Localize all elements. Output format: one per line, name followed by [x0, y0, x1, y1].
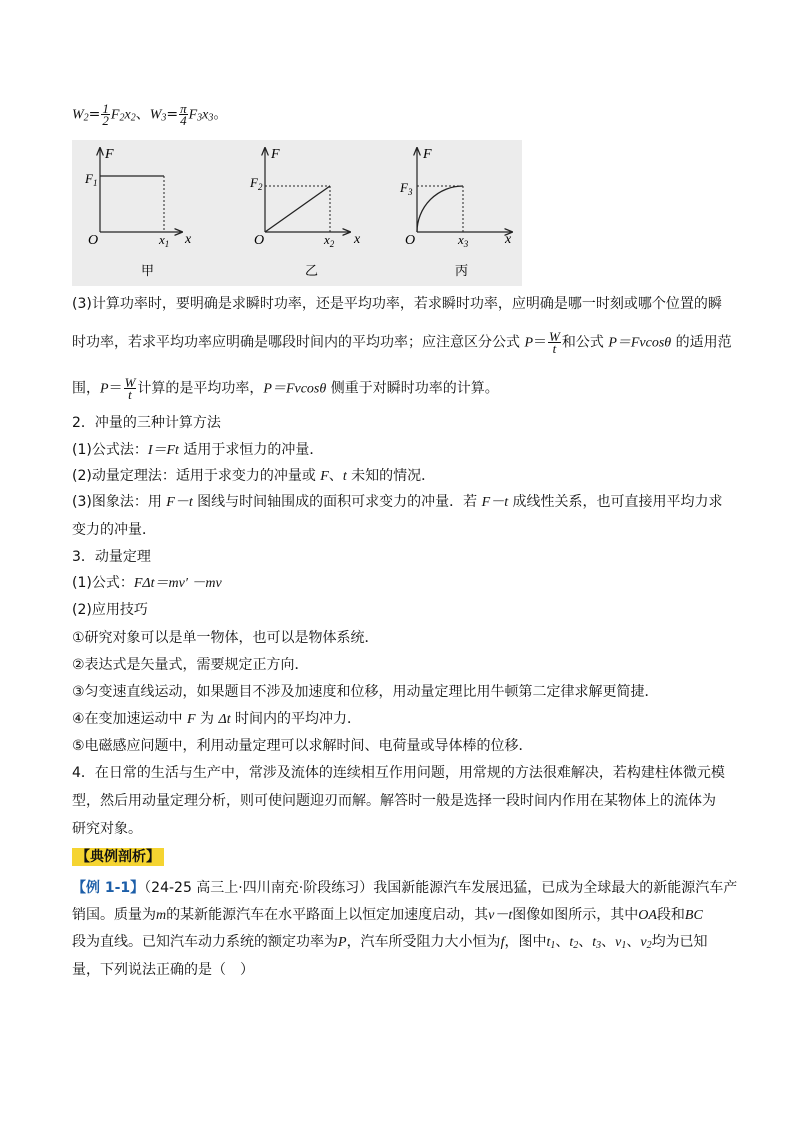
example-line3: 段为直线。已知汽车动力系统的额定功率为P，汽车所受阻力大小恒为f，图中$t_1$、$t_2$、$t_3$、$v_1$、$v_2$均为已知	[72, 934, 708, 951]
skill-5: ⑤电磁感应问题中，利用动量定理可以求解时间、电荷量或导体棒的位移．	[72, 738, 533, 754]
force-displacement-figure	[72, 140, 522, 286]
graph-yi-caption: 乙	[305, 264, 319, 279]
impulse-method-1: (1)公式法：I＝Ft 适用于求恒力的冲量．	[72, 442, 324, 458]
section4-line3: 研究对象。	[72, 821, 142, 837]
section3-heading: 3．动量定理	[72, 549, 151, 565]
skill-4: ④在变加速运动中 F 为 Δt 时间内的平均冲力．	[72, 711, 362, 727]
example-analysis-tag: 【典例剖析】	[72, 847, 164, 867]
fraction-w-over-t: $\frac{W}{t}$	[124, 375, 136, 402]
impulse-method-2: (2)动量定理法：适用于求变力的冲量或 F、t 未知的情况．	[72, 468, 436, 484]
graph-yi-x-tick: $x_2$	[324, 232, 335, 249]
para3-line1: (3)计算功率时，要明确是求瞬时功率，还是平均功率，若求瞬时功率，应明确是哪一时刻或哪个位置的瞬	[72, 296, 722, 312]
graph-jia-origin: O	[88, 233, 99, 248]
example-line1: 【例 1-1】（24-25 高三上·四川南充·阶段练习）我国新能源汽车发展迅猛，已成为全球最大的新能源汽车产	[72, 880, 738, 896]
graph-bing-x-axis: x	[505, 232, 512, 247]
graph-bing-y-axis: F	[423, 147, 432, 162]
graph-yi-y-tick: $F_2$	[250, 175, 263, 192]
graph-yi-y-axis: F	[271, 147, 280, 162]
graph-bing-y-tick: $F_3$	[400, 180, 413, 197]
graph-bing	[399, 147, 512, 279]
graph-jia-y-axis: F	[105, 147, 114, 162]
example-line2: 销国。质量为m的某新能源汽车在水平路面上以恒定加速度启动，其v－t图像如图所示，其中OA段和BC	[72, 907, 703, 923]
graph-jia-caption: 甲	[141, 264, 155, 279]
skill-2: ②表达式是矢量式，需要规定正方向．	[72, 657, 309, 673]
example-line4: 量，下列说法正确的是（ ）	[72, 962, 254, 978]
fraction-w-over-t: $\frac{W}{t}$	[549, 329, 560, 356]
graph-bing-x-tick: $x_3$	[458, 232, 469, 249]
work-formula-line: $W_2=$ $\frac{1}{2}$ $F_2x_2$、$W_3=$ $\frac{\pi}{4}$ $F_3x_3$。	[72, 101, 228, 128]
momentum-theorem-formula: (1)公式：FΔt＝mv′ －mv	[72, 575, 222, 591]
graph-yi-origin: O	[254, 233, 265, 248]
graph-jia	[84, 147, 192, 279]
para3-line3: 围，P＝ $\frac{W}{t}$ 计算的是平均功率，P＝Fvcosθ 侧重于对瞬时功率的计算。	[72, 375, 499, 402]
graph-jia-x-tick: $x_1$	[159, 232, 170, 249]
example-label: 【例 1-1】	[72, 880, 145, 896]
skills-heading: (2)应用技巧	[72, 602, 148, 618]
graph-jia-y-tick: $F_1$	[85, 171, 98, 188]
example-source: （24-25 高三上·四川南充·阶段练习）	[144, 880, 374, 896]
skill-1: ①研究对象可以是单一物体，也可以是物体系统．	[72, 630, 379, 646]
impulse-method-3: (3)图象法：用 F－t 图线与时间轴围成的面积可求变力的冲量．若 F－t 成线性关系，也可直接用平均力求	[72, 494, 723, 510]
fraction-half: $\frac{1}{2}$	[102, 101, 109, 128]
graph-bing-caption: 丙	[455, 264, 469, 279]
fraction-pi-quarter: $\frac{\pi}{4}$	[180, 101, 187, 128]
impulse-method-3-cont: 变力的冲量．	[72, 522, 156, 538]
para3-line2: 时功率，若求平均功率应明确是哪段时间内的平均功率；应注意区分公式 P＝ $\frac{W}{t}$ 和公式 P＝Fvcosθ 的适用范	[72, 329, 732, 356]
graph-bing-origin: O	[405, 233, 416, 248]
skill-3: ③匀变速直线运动，如果题目不涉及加速度和位移，用动量定理比用牛顿第二定律求解更简捷．	[72, 684, 659, 700]
section4-line1: 4．在日常的生活与生产中，常涉及流体的连续相互作用问题，用常规的方法很难解决，若构建柱体微元模	[72, 765, 725, 781]
graph-yi	[249, 147, 361, 279]
force-graphs-svg	[72, 140, 522, 286]
graph-yi-x-axis: x	[354, 232, 361, 247]
graph-jia-x-axis: x	[185, 232, 192, 247]
section4-line2: 型，然后用动量定理分析，则可使问题迎刃而解。解答时一般是选择一段时间内作用在某物体上的流体为	[72, 793, 716, 809]
section2-heading: 2．冲量的三种计算方法	[72, 415, 221, 431]
